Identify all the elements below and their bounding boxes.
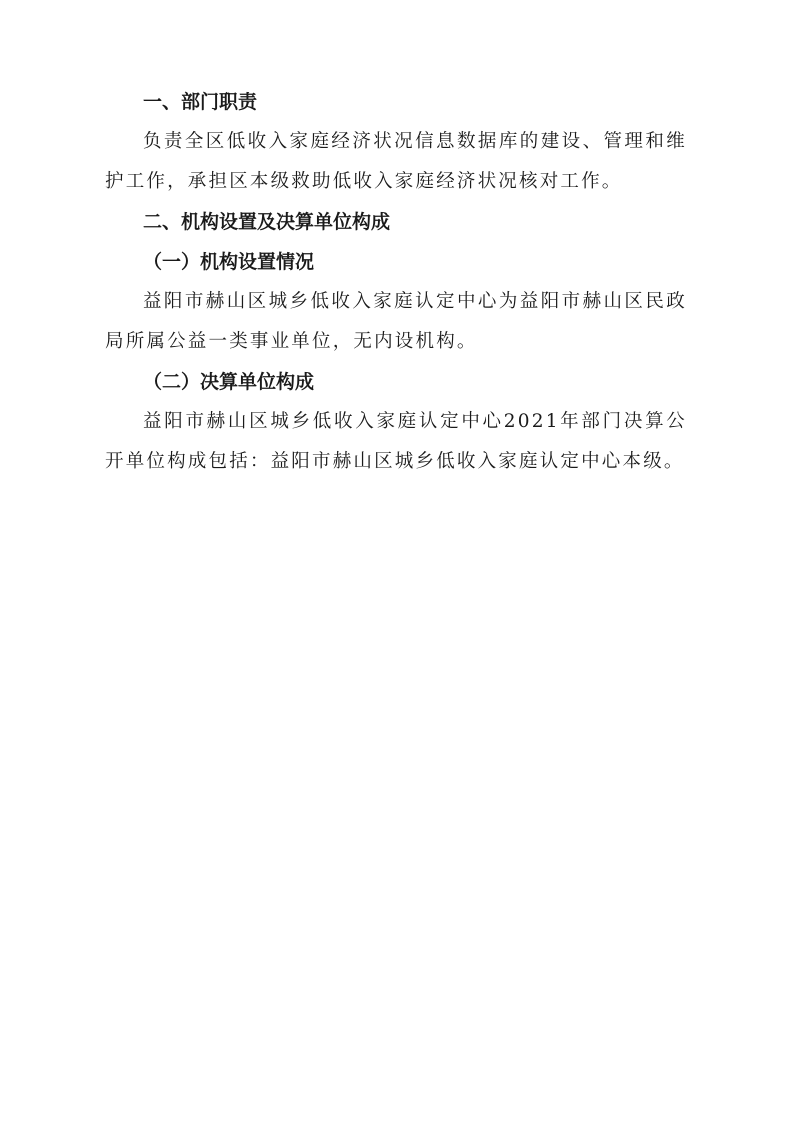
subsection-2-heading: （二）决算单位构成 (143, 371, 315, 393)
subsection-2-body: 益阳市赫山区城乡低收入家庭认定中心2021年部门决算公开单位构成包括：益阳市赫山区城乡低收入家庭认定中心本级。 (105, 411, 687, 472)
document-body (105, 82, 687, 482)
section-1-heading: 一、部门职责 (143, 91, 258, 113)
section-2-heading: 二、机构设置及决算单位构成 (143, 211, 391, 233)
subsection-1-heading: （一）机构设置情况 (143, 251, 315, 273)
subsection-1-body: 益阳市赫山区城乡低收入家庭认定中心为益阳市赫山区民政局所属公益一类事业单位，无内设机构。 (105, 291, 687, 352)
section-1-body: 负责全区低收入家庭经济状况信息数据库的建设、管理和维护工作，承担区本级救助低收入家庭经济状况核对工作。 (105, 131, 687, 192)
